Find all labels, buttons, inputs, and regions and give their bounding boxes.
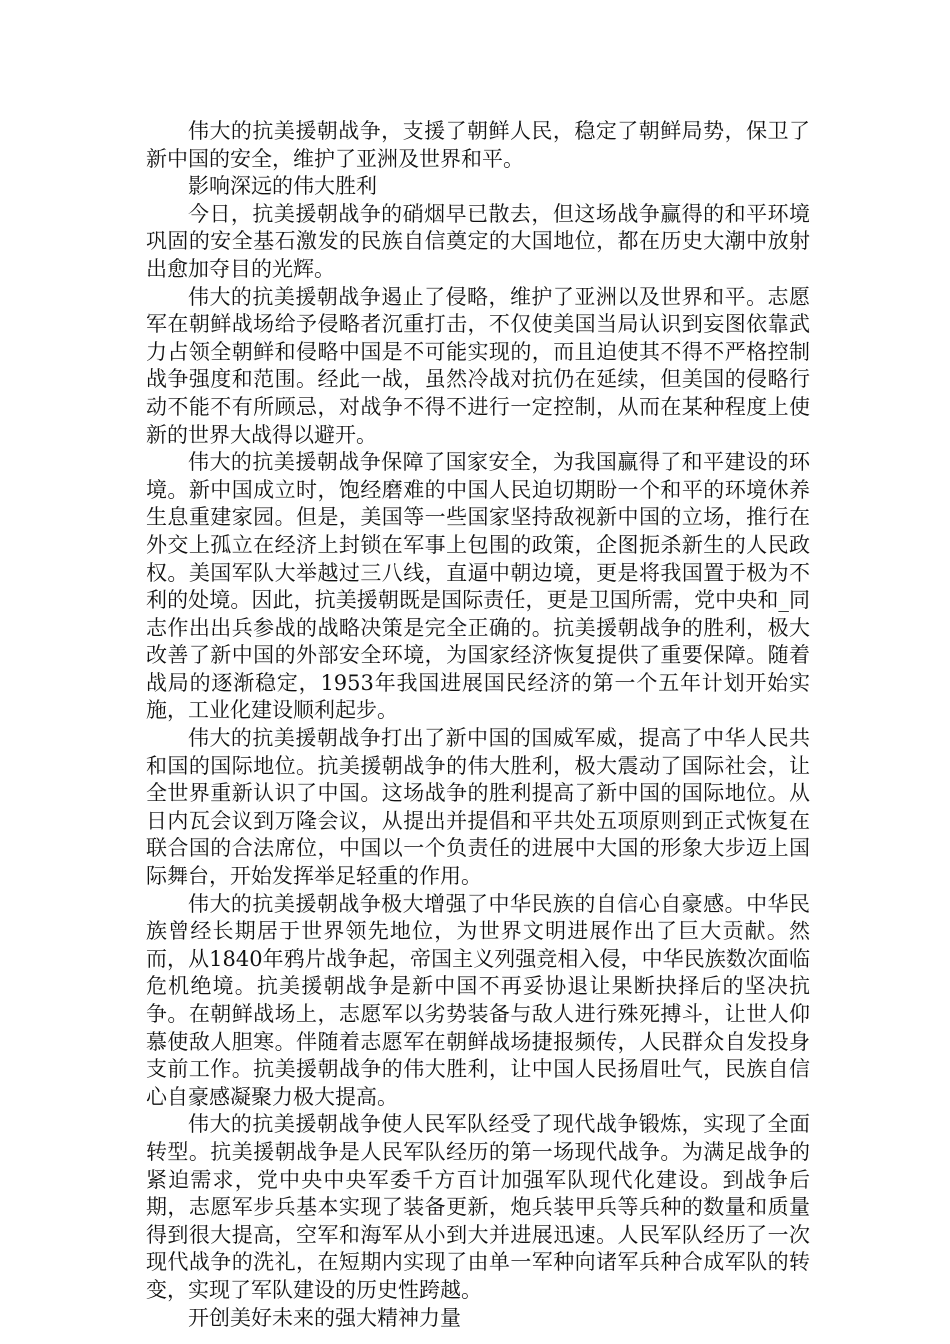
- paragraph-7: 伟大的抗美援朝战争使人民军队经受了现代战争锻炼，实现了全面转型。抗美援朝战争是人民军队经历的第一场现代战争。为满足战争的紧迫需求，党中央中央军委千方百计加强军队现代化建设。到战争后期，志愿军步兵基本实现了装备更新，炮兵装甲兵等兵种的数量和质量得到很大提高，空军和海军从小到大并进展迅速。人民军队经历了一次现代战争的洗礼，在短期内实现了由单一军种向诸军兵种合成军队的转变，实现了军队建设的历史性跨越。: [146, 1112, 810, 1302]
- section-heading-1: 影响深远的伟大胜利: [188, 174, 377, 199]
- paragraph-1: 伟大的抗美援朝战争，支援了朝鲜人民，稳定了朝鲜局势，保卫了新中国的安全，维护了亚洲及世界和平。: [146, 119, 810, 171]
- document-body: [146, 118, 810, 1332]
- section-heading-2: 开创美好未来的强大精神力量: [188, 1305, 461, 1330]
- paragraph-3: 伟大的抗美援朝战争遏止了侵略，维护了亚洲以及世界和平。志愿军在朝鲜战场给予侵略者沉重打击，不仅使美国当局认识到妄图依靠武力占领全朝鲜和侵略中国是不可能实现的，而且迫使其不得不严格控制战争强度和范围。经此一战，虽然冷战对抗仍在延续，但美国的侵略行动不能不有所顾忌，对战争不得不进行一定控制，从而在某种程度上使新的世界大战得以避开。: [146, 284, 810, 447]
- paragraph-4: 伟大的抗美援朝战争保障了国家安全，为我国赢得了和平建设的环境。新中国成立时，饱经磨难的中国人民迫切期盼一个和平的环境休养生息重建家园。但是，美国等一些国家坚持敌视新中国的立场，推行在外交上孤立在经济上封锁在军事上包围的政策，企图扼杀新生的人民政权。美国军队大举越过三八线，直逼中朝边境，更是将我国置于极为不利的处境。因此，抗美援朝既是国际责任，更是卫国所需，党中央和_同志作出出兵参战的战略决策是完全正确的。抗美援朝战争的胜利，极大改善了新中国的外部安全环境，为国家经济恢复提供了重要保障。随着战局的逐渐稳定，1953年我国进展国民经济的第一个五年计划开始实施，工业化建设顺利起步。: [146, 450, 810, 723]
- paragraph-2: 今日，抗美援朝战争的硝烟早已散去，但这场战争赢得的和平环境巩固的安全基石激发的民族自信奠定的大国地位，都在历史大潮中放射出愈加夺目的光辉。: [146, 201, 810, 281]
- paragraph-6: 伟大的抗美援朝战争极大增强了中华民族的自信心自豪感。中华民族曾经长期居于世界领先地位，为世界文明进展作出了巨大贡献。然而，从1840年鸦片战争起，帝国主义列强竞相入侵，中华民族数次面临危机绝境。抗美援朝战争是新中国不再妥协退让果断抉择后的坚决抗争。在朝鲜战场上，志愿军以劣势装备与敌人进行殊死搏斗，让世人仰慕使敌人胆寒。伴随着志愿军在朝鲜战场捷报频传，人民群众自发投身支前工作。抗美援朝战争的伟大胜利，让中国人民扬眉吐气，民族自信心自豪感凝聚力极大提高。: [146, 891, 810, 1109]
- paragraph-5: 伟大的抗美援朝战争打出了新中国的国威军威，提高了中华人民共和国的国际地位。抗美援朝战争的伟大胜利，极大震动了国际社会，让全世界重新认识了中国。这场战争的胜利提高了新中国的国际地位。从日内瓦会议到万隆会议，从提出并提倡和平共处五项原则到正式恢复在联合国的合法席位，中国以一个负责任的进展中大国的形象大步迈上国际舞台，开始发挥举足轻重的作用。: [146, 726, 810, 889]
